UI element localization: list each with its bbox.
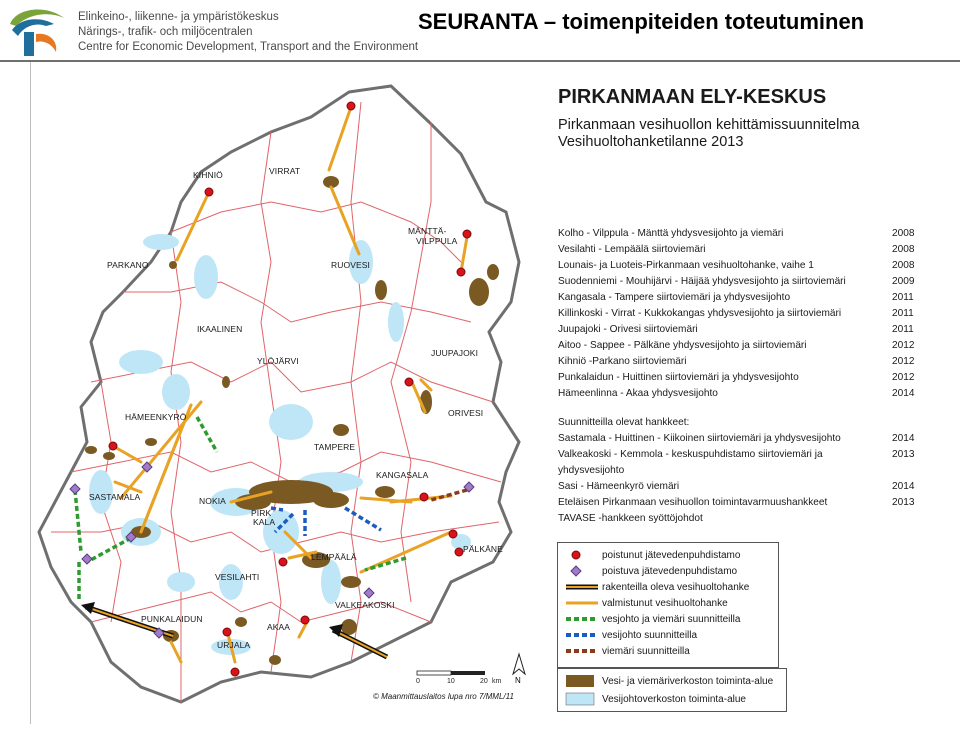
scale-label: 0: [416, 678, 420, 685]
scale-label: 20: [480, 678, 488, 685]
blue-area-icon: [564, 692, 602, 706]
planned-year: 2013: [892, 449, 915, 460]
area-legend: [557, 668, 787, 712]
green-dash-icon: [564, 612, 602, 626]
scale-bar: [416, 668, 506, 685]
place-label: RUOVESI: [331, 260, 370, 270]
org-name-swedish: Närings-, trafik- och miljöcentralen: [78, 26, 253, 38]
project-row: [558, 338, 928, 354]
place-label: HÄMEENKYRÖ: [125, 412, 187, 422]
planned-row: [558, 479, 928, 495]
place-label: KANGASALA: [376, 470, 429, 480]
project-row: [558, 242, 928, 258]
project-row: [558, 274, 928, 290]
legend-item-removed-plant: poistunut jätevedenpuhdistamo: [564, 547, 740, 563]
brown-area-icon: [564, 674, 602, 688]
purple-diamond-icon: [564, 564, 602, 578]
legend-item-completed: valmistunut vesihuoltohanke: [564, 595, 728, 611]
map-legend: [557, 542, 779, 668]
place-label: PIRK: [251, 508, 272, 518]
copyright-note: © Maanmittauslaitos lupa nro 7/MML/11: [373, 692, 514, 701]
project-name: Juupajoki - Orivesi siirtoviemäri: [558, 324, 698, 335]
project-name: Aitoo - Sappee - Pälkäne yhdysvesijohto ja siirtoviemäri: [558, 340, 807, 351]
project-year: 2012: [892, 372, 915, 383]
place-label: KALA: [253, 517, 276, 527]
planned-year: [892, 511, 928, 527]
legend-item-planned-water-sewer: vesjohto ja viemäri suunnitteilla: [564, 611, 740, 627]
org-name-finnish: Elinkeino-, liikenne- ja ympäristökeskus: [78, 11, 279, 23]
right-margin: [942, 62, 960, 724]
place-label: IKAALINEN: [197, 324, 243, 334]
planned-heading: Suunnitteilla olevat hankkeet:: [558, 417, 690, 428]
place-label: VALKEAKOSKI: [335, 600, 395, 610]
ely-logo-icon: [6, 4, 68, 60]
planned-project-list: [558, 415, 928, 527]
planned-row: [558, 447, 928, 479]
project-name: Kangasala - Tampere siirtoviemäri ja yhdysvesijohto: [558, 292, 791, 303]
place-label: PÄLKÄNE: [463, 544, 503, 554]
project-year: 2011: [892, 324, 914, 335]
planned-row: [558, 495, 928, 511]
planned-name: Sasi - Hämeenkyrö viemäri: [558, 481, 680, 492]
place-label: YLÖJÄRVI: [257, 356, 299, 366]
legend-item-under-construction: rakenteilla oleva vesihuoltohanke: [564, 579, 749, 595]
place-label: AKAA: [267, 622, 291, 632]
project-name: Suodenniemi - Mouhijärvi - Häijää yhdysvesijohto ja siirtoviemäri: [558, 276, 846, 287]
project-name: Kolho - Vilppula - Mänttä yhdysvesijohto ja viemäri: [558, 228, 784, 239]
place-label: VILPPULA: [416, 236, 458, 246]
project-year: 2011: [892, 292, 914, 303]
planned-name: Valkeakoski - Kemmola - keskuspuhdistamo siirtoviemäri ja yhdysvesijohto: [558, 449, 823, 476]
project-row: [558, 354, 928, 370]
map-panel: [30, 62, 943, 724]
project-row: [558, 226, 928, 242]
project-year: 2008: [892, 244, 915, 255]
place-label: VIRRAT: [269, 166, 301, 176]
place-label: NOKIA: [199, 496, 226, 506]
place-label: URJALA: [217, 640, 251, 650]
place-label: TAMPERE: [314, 442, 356, 452]
legend-item-network-area: Vesi- ja viemäriverkoston toiminta-alue: [564, 673, 773, 689]
panel-title: PIRKANMAAN ELY-KESKUS: [558, 86, 827, 108]
panel-subtitle-plan: Pirkanmaan vesihuollon kehittämissuunnitelma: [558, 117, 860, 133]
north-arrow: [509, 652, 529, 685]
planned-row: [558, 431, 928, 447]
project-year: 2011: [892, 308, 914, 319]
place-label: VESILAHTI: [215, 572, 260, 582]
project-row: [558, 386, 928, 402]
project-row: [558, 370, 928, 386]
place-label: JUUPAJOKI: [431, 348, 479, 358]
planned-name: TAVASE -hankkeen syöttöjohdot: [558, 513, 703, 524]
project-year: 2012: [892, 356, 915, 367]
panel-subtitle-status: Vesihuoltohanketilanne 2013: [558, 134, 744, 150]
project-name: Kihniö -Parkano siirtoviemäri: [558, 356, 687, 367]
org-name-english: Centre for Economic Development, Transport and the Environment: [78, 41, 419, 53]
project-row: [558, 306, 928, 322]
planned-row: [558, 511, 928, 527]
project-name: Vesilahti - Lempäälä siirtoviemäri: [558, 244, 706, 255]
legend-item-planned-sewer: viemäri suunnitteilla: [564, 643, 690, 659]
orange-line-icon: [564, 596, 602, 610]
project-row: [558, 290, 928, 306]
project-year: 2008: [892, 228, 915, 239]
planned-year: 2013: [892, 497, 915, 508]
completed-project-list: [558, 226, 928, 402]
slide-title: SEURANTA – toimenpiteiden toteutuminen: [418, 9, 865, 34]
planned-year: 2014: [892, 481, 915, 492]
planned-name: Eteläisen Pirkanmaan vesihuollon toimintavarmuushankkeet: [558, 497, 828, 508]
legend-item-water-area: Vesijohtoverkoston toiminta-alue: [564, 691, 746, 707]
legend-item-plant-to-remove: poistuva jätevedenpuhdistamo: [564, 563, 737, 579]
place-label: PUNKALAIDUN: [141, 614, 203, 624]
red-dot-icon: [564, 548, 602, 562]
blue-dash-icon: [564, 628, 602, 642]
legend-item-planned-water: vesijohto suunnitteilla: [564, 627, 697, 643]
project-name: Lounais- ja Luoteis-Pirkanmaan vesihuoltohanke, vaihe 1: [558, 260, 814, 271]
project-name: Punkalaidun - Huittinen siirtoviemäri ja yhdysvesijohto: [558, 372, 799, 383]
brown-dash-icon: [564, 644, 602, 658]
place-label: KIHNIÖ: [193, 170, 223, 180]
slide-header: [0, 0, 960, 62]
scale-unit: km: [492, 678, 502, 685]
scale-label: 10: [447, 678, 455, 685]
project-year: 2009: [892, 276, 915, 287]
region-outline: [39, 86, 519, 702]
place-label: ORIVESI: [448, 408, 484, 418]
place-label: SASTAMALA: [89, 492, 141, 502]
place-label: PARKANO: [107, 260, 149, 270]
north-label: N: [515, 676, 521, 685]
project-row: [558, 322, 928, 338]
planned-year: 2014: [892, 433, 915, 444]
project-row: [558, 258, 928, 274]
place-label: MÄNTTÄ-: [408, 226, 447, 236]
project-name: Hämeenlinna - Akaa yhdysvesijohto: [558, 388, 718, 399]
project-year: 2014: [892, 388, 915, 399]
project-year: 2012: [892, 340, 915, 351]
project-year: 2008: [892, 260, 915, 271]
place-label: LEMPÄÄLÄ: [311, 552, 357, 562]
planned-name: Sastamala - Huittinen - Kiikoinen siirtoviemäri ja yhdysvesijohto: [558, 433, 841, 444]
project-name: Killinkoski - Virrat - Kukkokangas yhdysvesijohto ja siirtoviemäri: [558, 308, 842, 319]
black-orange-line-icon: [564, 580, 602, 594]
scale-bar-graphic: [416, 668, 506, 678]
